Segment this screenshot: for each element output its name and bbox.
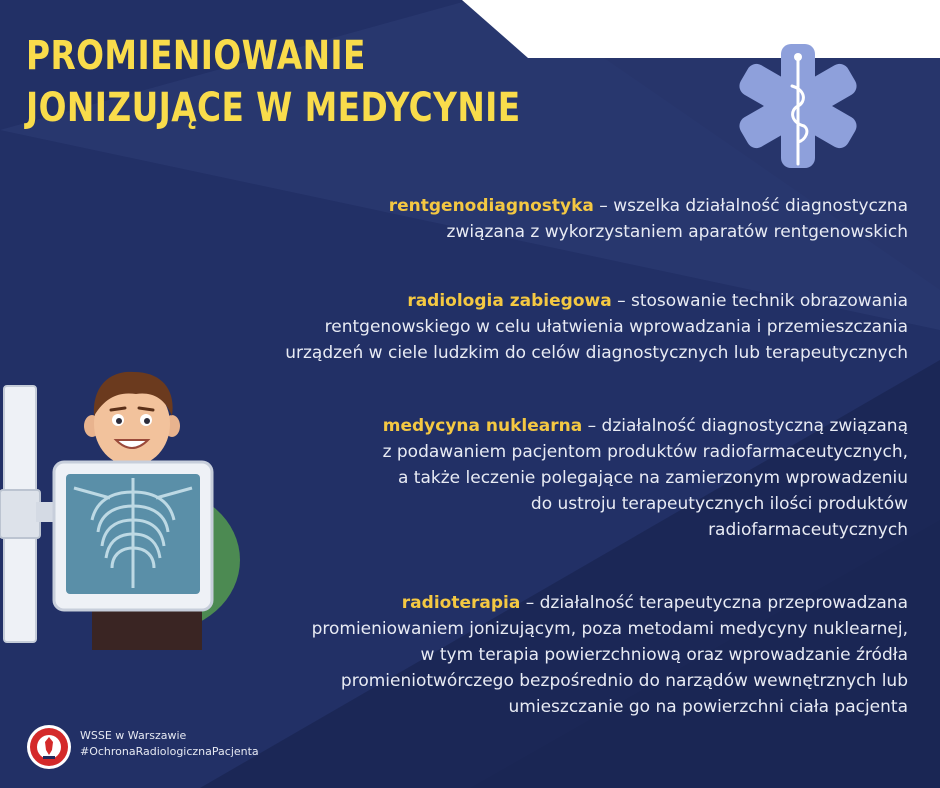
definition-text: – stosowanie technik obrazowania [617,291,908,311]
definition-text: z podawaniem pacjentom produktów radiofarmaceutycznych, [382,442,908,462]
definition-text: do ustroju terapeutycznych ilości produktów [530,494,908,514]
title-line-2: JONIZUJĄCE W MEDYCYNIE [26,85,521,131]
footer-org: WSSE w Warszawie [80,729,187,742]
definition-text: a także leczenie polegające na zamierzonym wprowadzeniu [397,468,908,488]
definition-rentgenodiagnostyka [389,193,908,245]
definition-text: – działalność terapeutyczna przeprowadzana [525,593,908,613]
definition-text: – działalność diagnostyczną związaną [587,416,908,436]
term-label: radioterapia [401,593,521,613]
definition-text: radiofarmaceutycznych [708,520,908,540]
definition-text: w tym terapia powierzchniową oraz wprowadzanie źródła [420,645,908,665]
star-of-life-icon [728,40,878,170]
page-title [26,30,521,134]
x-ray-patient-illustration [0,370,250,650]
footer [26,724,259,774]
sanitary-inspection-logo [26,724,72,770]
definition-text: umieszczanie go na powierzchni ciała pacjenta [508,697,908,717]
definition-text: – wszelka działalność diagnostyczna [599,196,908,216]
definition-radiologia-zabiegowa [285,288,908,366]
definition-medycyna-nuklearna [383,413,908,543]
definition-text: promieniotwórczego bezpośrednio do narządów wewnętrznych lub [340,671,908,691]
term-label: rentgenodiagnostyka [388,196,594,216]
definition-text: rentgenowskiego w celu ułatwienia wprowadzania i przemieszczania [324,317,908,337]
definition-radioterapia [312,590,908,720]
term-label: medycyna nuklearna [382,416,583,436]
footer-hashtag: #OchronaRadiologicznaPacjenta [80,745,259,758]
term-label: radiologia zabiegowa [407,291,612,311]
definition-text: promieniowaniem jonizującym, poza metodami medycyny nuklearnej, [311,619,908,639]
definition-text: urządzeń w ciele ludzkim do celów diagnostycznych lub terapeutycznych [285,343,908,363]
title-line-1: PROMIENIOWANIE [26,33,366,79]
definition-text: związana z wykorzystaniem aparatów rentgenowskich [446,222,908,242]
footer-text [80,728,259,760]
